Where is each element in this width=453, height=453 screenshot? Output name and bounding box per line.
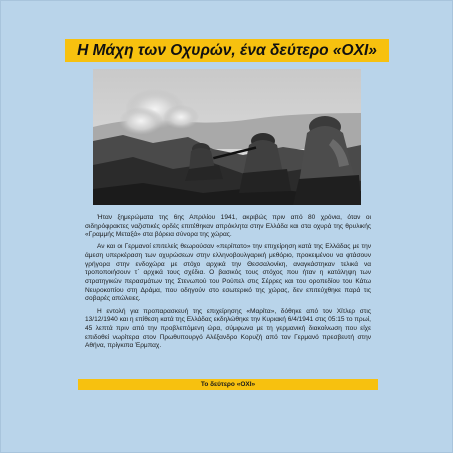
article-body [85,214,371,354]
paragraph: Η εντολή για προπαρασκευή της επιχείρησης «Μαρίτα», δόθηκε από τον Χίτλερ στις 13/12/1940 και η επίθεση κατά της Ελλάδας εκδηλώθηκε την Κυριακή 6/4/1941 στις 05:15 το πρωί, 45 λεπτά πριν από την προβλεπόμενη ώρα, σύμφωνα με τη γερμανική διακοίνωση που είχε επιδοθεί νωρίτερα στον Πρωθυπουργό Αλέξανδρο Κορυζή από τον Γερμανό πρεσβευτή στην Αθήνα, πρίγκιπα Έρμπαχ. [85,307,371,350]
footer-text: Το δεύτερο «ΟΧΙ» [200,381,256,388]
paragraph: Αν και οι Γερμανοί επιτελείς θεωρούσαν «περίπατο» την επιχείρηση κατά της Ελλάδας με την άμεση υπερκέραση των οχυρώσεων στην ελληνοβουλγαρική μεθόριο, προκειμένου να φτάσουν γρήγορα στην ενδοχώρα με στόχο αρχικά την Θεσσαλονίκη, αναγκάστηκαν τελικά να τροποποιήσουν τ΄ αρχικά τους σχέδια. Ο βασικός τους στόχος που ήταν η κατάληψη των στρατηγικών περασμάτων της Στενωπού του Ρούπελ στις Σέρρες και του οροπεδίου του Κάτω Νευροκοπίου στη Δράμα, που οδηγούν στο εσωτερικό της χώρας, δεν επιτεύχθηκε παρά τις σοβαρές απώλειες. [85,243,371,303]
paragraph: Ήταν ξημερώματα της 6ης Απριλίου 1941, ακριβώς πριν από 80 χρόνια, όταν οι σιδηρόφρακτες ναζιστικές ορδές επιτέθηκαν απρόκλητα στην Ελλάδα και στα οχυρά της θρυλικής «Γραμμής Μεταξά» στα βόρεια σύνορα της χώρας. [85,214,371,239]
page-title: Η Μάχη των Οχυρών, ένα δεύτερο «ΟΧΙ» [77,41,377,59]
battle-photo [93,69,361,205]
footer-banner [78,379,378,390]
title-banner [65,39,389,62]
battle-photo-illustration [93,69,361,205]
